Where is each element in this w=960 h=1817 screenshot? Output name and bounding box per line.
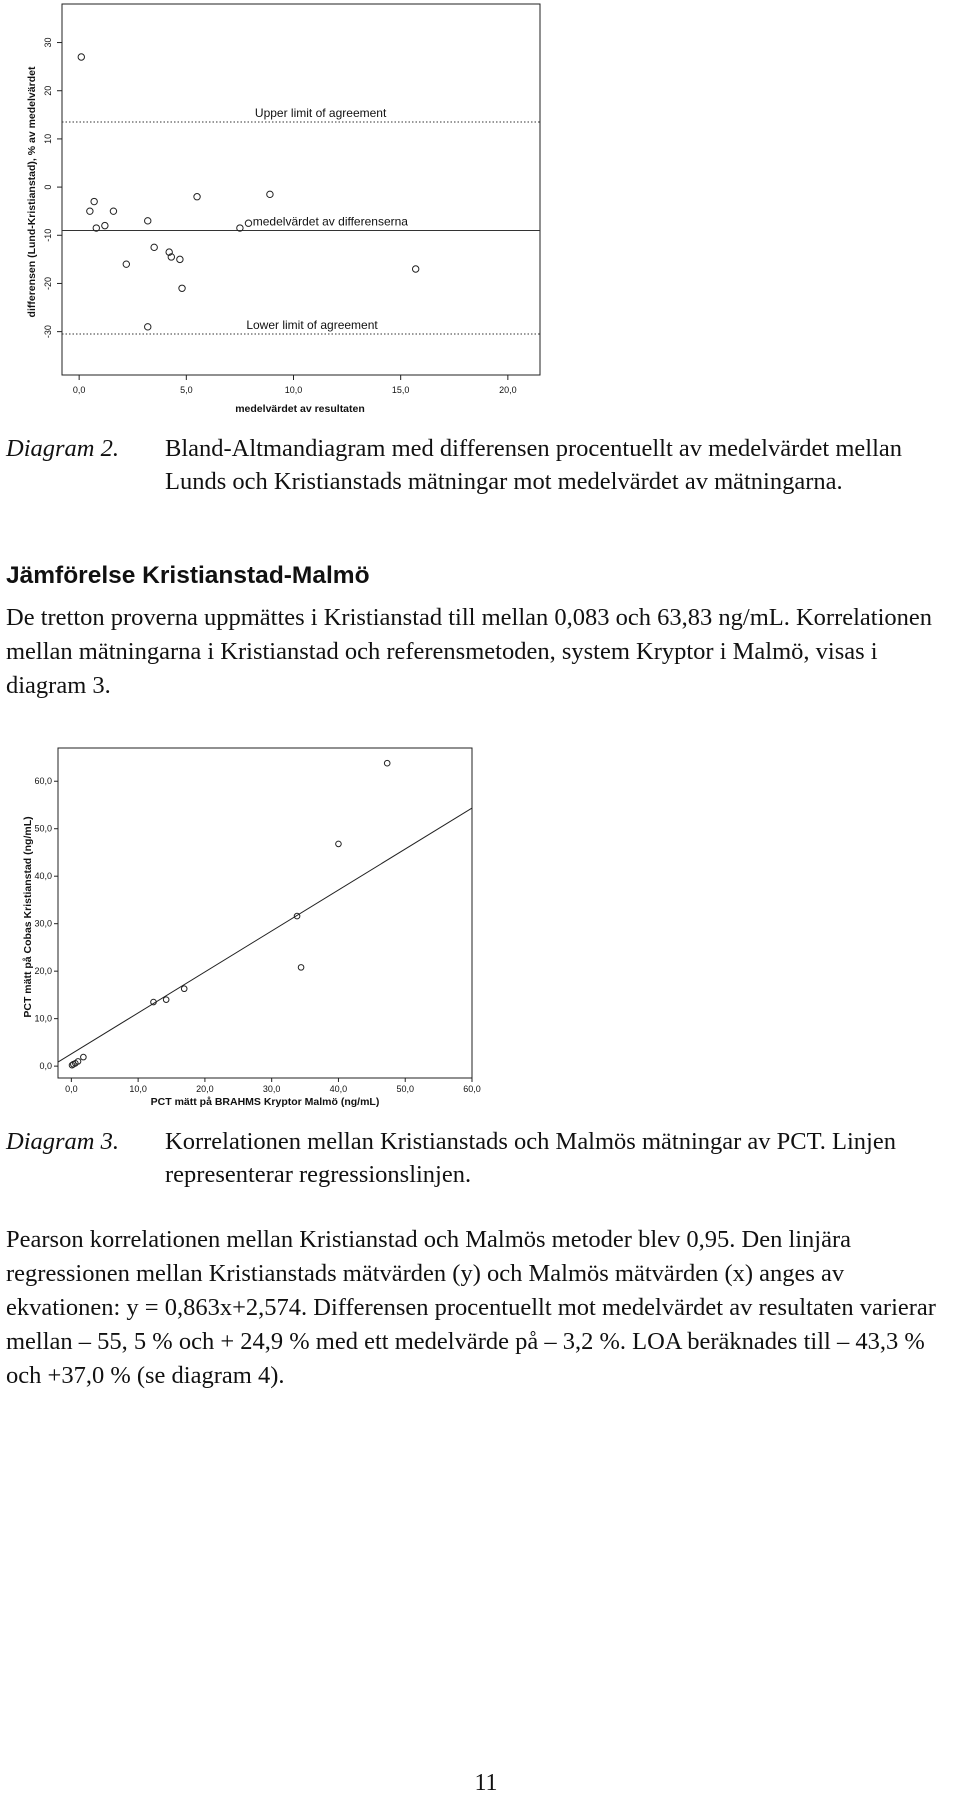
x-tick-label: 15,0 xyxy=(391,385,410,395)
y-ticks xyxy=(43,38,62,339)
y-tick-label: -10 xyxy=(43,228,53,242)
y-axis-title: PCT mätt på Cobas Kristianstad (ng/mL) xyxy=(22,816,34,1018)
x-axis-title: PCT mätt på BRAHMS Kryptor Malmö (ng/mL) xyxy=(150,1096,380,1108)
data-point xyxy=(91,198,97,204)
y-ticks xyxy=(34,776,58,1071)
data-point xyxy=(194,194,200,200)
data-points xyxy=(69,760,390,1068)
y-tick-label: 50,0 xyxy=(34,823,52,834)
data-point xyxy=(110,208,116,214)
results-paragraph: Pearson korrelationen mellan Kristianstad och Malmös metoder blev 0,95. Den linjära regressionen mellan Kristianstads mätvärden (y) och Malmös mätvärden (x) anges av ekvationen: y = 0,863x+2,574. Differensen procentuellt mot medelvärdet av resultaten varierar mellan – 55, 5 % och + 24,9 % med ett medelvärde på – 3,2 %. LOA beräknades till – 43,3 % och +37,0 % (se diagram 4). xyxy=(6,1226,936,1389)
y-tick-label: 60,0 xyxy=(34,776,52,787)
data-point xyxy=(145,324,151,330)
diagram-3-label: Diagram 3. xyxy=(6,1128,119,1155)
y-tick-label: 20 xyxy=(43,85,53,96)
diagram-3-text: Korrelationen mellan Kristianstads och Malmös mätningar av PCT. Linjen representerar regressionslinjen. xyxy=(165,1128,896,1188)
data-point xyxy=(87,208,93,214)
y-tick-label: 10,0 xyxy=(34,1013,52,1024)
x-tick-label: 0,0 xyxy=(72,385,86,395)
y-tick-label: -20 xyxy=(43,276,53,290)
x-tick-label: 50,0 xyxy=(396,1084,414,1094)
data-point xyxy=(102,222,108,228)
y-tick-label: 0 xyxy=(43,184,53,190)
diagram-2-text: Bland-Altmandiagram med differensen procentuellt av medelvärdet mellan Lunds och Kristianstads mätningar mot medelvärdet av mätningarna. xyxy=(165,435,902,495)
reference-line-label: Lower limit of agreement xyxy=(246,318,378,333)
y-tick-label: 30 xyxy=(43,37,53,48)
y-tick-label: 0,0 xyxy=(39,1061,52,1072)
y-tick-label: 10 xyxy=(43,133,53,144)
reference-line-label: medelvärdet av differenserna xyxy=(252,214,408,229)
y-tick-label: 30,0 xyxy=(34,918,52,929)
bland-altman-chart xyxy=(0,0,560,420)
diagram-3-caption xyxy=(0,1125,960,1195)
regression-line xyxy=(58,808,472,1062)
x-tick-label: 40,0 xyxy=(329,1084,348,1094)
data-point xyxy=(181,986,187,992)
data-point xyxy=(298,965,304,971)
x-ticks xyxy=(73,375,517,395)
data-point xyxy=(245,220,251,226)
data-point xyxy=(412,266,418,272)
reference-lines xyxy=(62,106,540,334)
data-point xyxy=(145,218,151,224)
data-point xyxy=(179,285,185,291)
x-tick-label: 30,0 xyxy=(262,1084,281,1094)
diagram-2-label: Diagram 2. xyxy=(6,435,119,462)
section-heading: Jämförelse Kristianstad-Malmö xyxy=(6,562,370,589)
data-point xyxy=(384,760,390,766)
correlation-chart xyxy=(0,740,490,1110)
x-tick-label: 5,0 xyxy=(180,385,193,395)
data-point xyxy=(151,244,157,250)
y-axis-title: differensen (Lund-Kristianstad), % av medelvärdet xyxy=(26,66,38,318)
plot-frame xyxy=(58,748,472,1078)
data-points xyxy=(78,54,419,333)
reference-line-label: Upper limit of agreement xyxy=(254,106,387,121)
section-paragraph: De tretton proverna uppmättes i Kristianstad till mellan 0,083 och 63,83 ng/mL. Korrelationen mellan mätningarna i Kristianstad och referensmetoden, system Kryptor i Malmö, visas i diagram 3. xyxy=(6,604,933,699)
y-tick-label: 40,0 xyxy=(34,871,52,882)
data-point xyxy=(123,261,129,267)
x-tick-label: 60,0 xyxy=(463,1084,481,1094)
x-tick-label: 10,0 xyxy=(129,1084,147,1094)
data-point xyxy=(336,841,342,847)
diagram-2-caption xyxy=(0,432,960,532)
x-tick-label: 10,0 xyxy=(284,385,303,395)
y-tick-label: -30 xyxy=(43,325,53,339)
data-point xyxy=(78,54,84,60)
x-ticks xyxy=(65,1078,481,1094)
x-axis-title: medelvärdet av resultaten xyxy=(235,403,365,415)
data-point xyxy=(81,1054,87,1060)
x-tick-label: 20,0 xyxy=(499,385,517,395)
page-number: 11 xyxy=(474,1770,498,1796)
data-point xyxy=(267,191,273,197)
x-tick-label: 0,0 xyxy=(65,1084,78,1094)
x-tick-label: 20,0 xyxy=(196,1084,214,1094)
data-point xyxy=(177,256,183,262)
data-point xyxy=(163,997,169,1003)
y-tick-label: 20,0 xyxy=(34,966,52,977)
